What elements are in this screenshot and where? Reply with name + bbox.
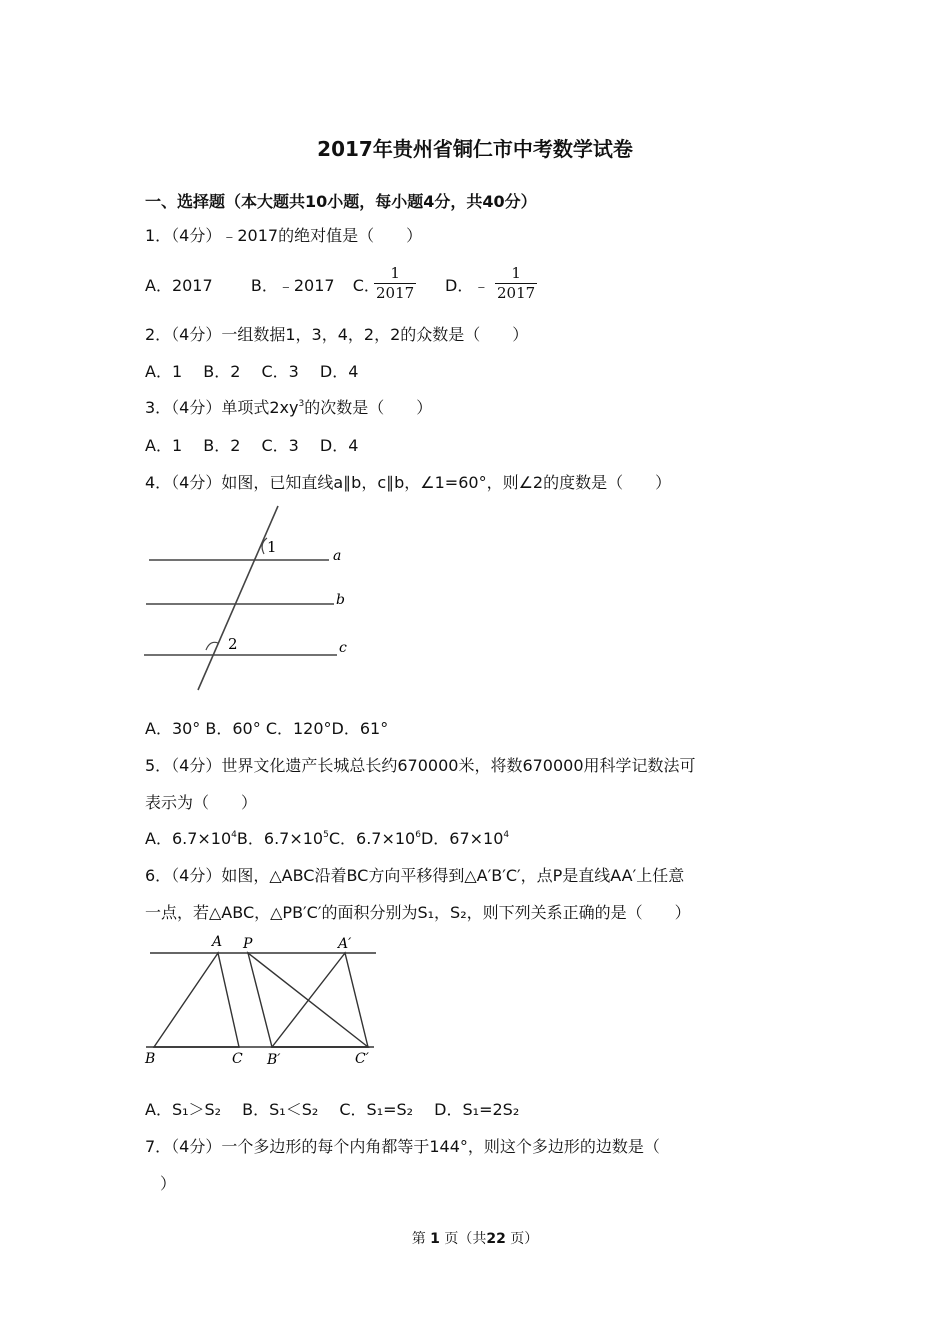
point-a-prime-label: A′ [338, 936, 352, 952]
angle-2-label: 2 [228, 635, 238, 653]
question-1-stem: 1．（4分）﹣2017的绝对值是（ ） [145, 226, 423, 245]
line-c-label: c [339, 640, 347, 656]
page-number: 1 [430, 1231, 440, 1247]
triangle-translation-figure [140, 930, 385, 1070]
point-b-label: B [145, 1051, 156, 1067]
exponent: 5 [323, 830, 329, 840]
page-footer [0, 1228, 950, 1248]
line-a-label: a [333, 548, 342, 564]
question-7-stem-line1: 7．（4分）一个多边形的每个内角都等于144°，则这个多边形的边数是（ [145, 1137, 660, 1156]
fraction-denominator: 2017 [376, 284, 415, 302]
question-6-stem-line2: 一点，若△ABC，△PB′C′的面积分别为S₁，S₂，则下列关系正确的是（ ） [145, 903, 691, 922]
point-a-label: A [212, 934, 223, 950]
triangle-abc [154, 953, 239, 1047]
point-c-label: C [232, 1051, 243, 1067]
exponent: 4 [503, 830, 510, 840]
question-7-stem-line2: ） [160, 1174, 177, 1193]
option-a: A．2017 [145, 276, 213, 295]
option-d: D．67×10 [420, 829, 504, 848]
parallel-lines-figure [140, 500, 360, 695]
option-c-fraction [374, 264, 416, 303]
exponent: 4 [231, 830, 237, 840]
option-b: B．6.7×10 [236, 829, 324, 848]
page-title: 2017年贵州省铜仁市中考数学试卷 [317, 137, 633, 161]
question-4-options: A．30° B．60° C．120°D．61° [145, 719, 389, 738]
question-3-options: A．1 B．2 C．3 D．4 [145, 436, 359, 455]
question-2-stem: 2．（4分）一组数据1，3，4，2，2的众数是（ ） [145, 325, 529, 344]
question-5-stem-line2: 表示为（ ） [145, 793, 258, 812]
transversal-line [198, 506, 278, 690]
exponent: 6 [415, 830, 421, 840]
exponent: 3 [298, 399, 305, 409]
line-b-label: b [336, 592, 345, 608]
option-c-prefix: C． [352, 276, 380, 295]
option-c: C．6.7×10 [328, 829, 416, 848]
option-a: A．6.7×10 [145, 829, 232, 848]
question-5-stem-line1: 5．（4分）世界文化遗产长城总长约670000米，将数670000用科学记数法可 [145, 756, 696, 775]
option-d-fraction [495, 264, 537, 303]
question-1-options [145, 276, 380, 296]
footer-text: 页（共 [444, 1231, 487, 1247]
stem-text: 的次数是（ ） [304, 398, 433, 417]
angle-1-label: 1 [267, 538, 277, 556]
question-3-stem [145, 398, 432, 418]
option-b: B．﹣2017 [250, 276, 335, 295]
fraction-numerator: 1 [511, 264, 521, 282]
stem-text: 3．（4分）单项式2xy [145, 398, 299, 417]
fraction-denominator: 2017 [497, 284, 536, 302]
question-4-stem: 4．（4分）如图，已知直线a∥b，c∥b，∠1=60°，则∠2的度数是（ ） [145, 473, 672, 492]
triangle-a-prime-b-prime-c-prime [272, 953, 368, 1047]
point-p-label: P [243, 936, 253, 952]
section-heading: 一、选择题（本大题共10小题，每小题4分，共40分） [145, 192, 537, 211]
option-d-prefix: D．﹣ [445, 276, 490, 295]
footer-text: 页） [510, 1231, 539, 1247]
point-b-prime-label: B′ [267, 1052, 281, 1068]
question-5-options [145, 829, 509, 849]
question-2-options: A．1 B．2 C．3 D．4 [145, 362, 359, 381]
point-c-prime-label: C′ [355, 1051, 369, 1067]
fraction-numerator: 1 [390, 264, 400, 282]
total-pages: 22 [486, 1231, 506, 1247]
question-6-options: A．S₁＞S₂ B．S₁＜S₂ C．S₁=S₂ D．S₁=2S₂ [145, 1100, 520, 1119]
footer-text: 第 [411, 1231, 426, 1247]
triangle-pb-prime-c-prime [248, 953, 368, 1047]
question-6-stem-line1: 6．（4分）如图，△ABC沿着BC方向平移得到△A′B′C′，点P是直线AA′上任意 [145, 866, 685, 885]
